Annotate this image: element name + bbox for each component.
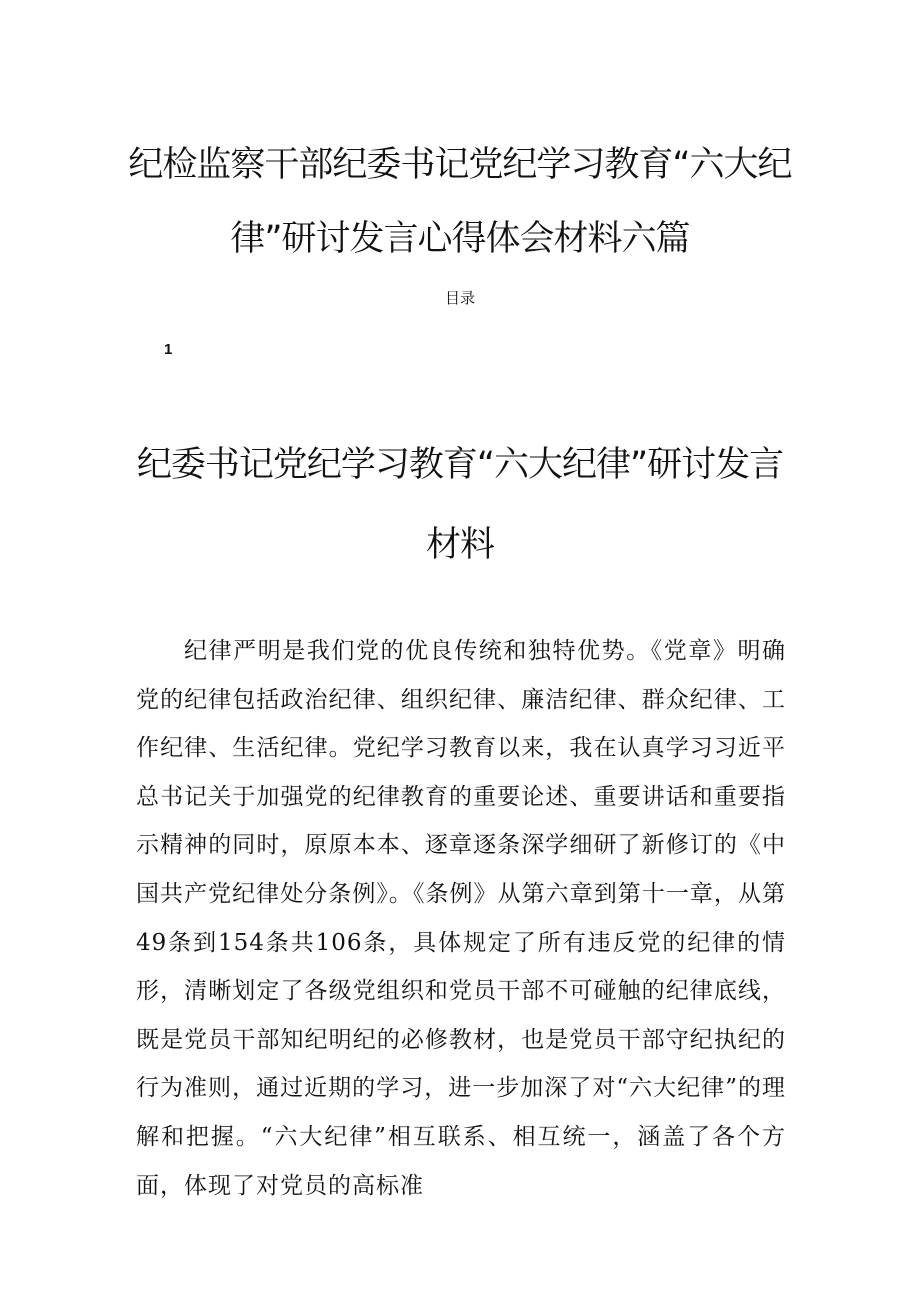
body-paragraph: 纪律严明是我们党的优良传统和独特优势。《党章》明确党的纪律包括政治纪律、组织纪律、廉洁纪律、群众纪律、工作纪律、生活纪律。党纪学习教育以来，我在认真学习习近平总书记关于加强党的纪律教育的重要论述、重要讲话和重要指示精神的同时，原原本本、逐章逐条深学细研了新修订的《中国共产党纪律处分条例》。《条例》从第六章到第十一章，从第49条到154条共106条，具体规定了所有违反党的纪律的情形，清晰划定了各级党组织和党员干部不可碰触的纪律底线，既是党员干部知纪明纪的必修教材，也是党员干部守纪执纪的行为准则，通过近期的学习，进一步加深了对“六大纪律”的理解和把握。“六大纪律”相互联系、相互统一，涵盖了各个方面，体现了对党员的高标准 [136,638,786,1199]
toc-entry[interactable]: 1 [164,341,173,358]
toc-heading: 目录 [444,289,475,307]
section-title: 纪委书记党纪学习教育“六大纪律”研讨发言材料 [136,445,784,565]
document-title: 纪检监察干部纪委书记党纪学习教育“六大纪律”研讨发言心得体会材料六篇 [128,145,792,259]
